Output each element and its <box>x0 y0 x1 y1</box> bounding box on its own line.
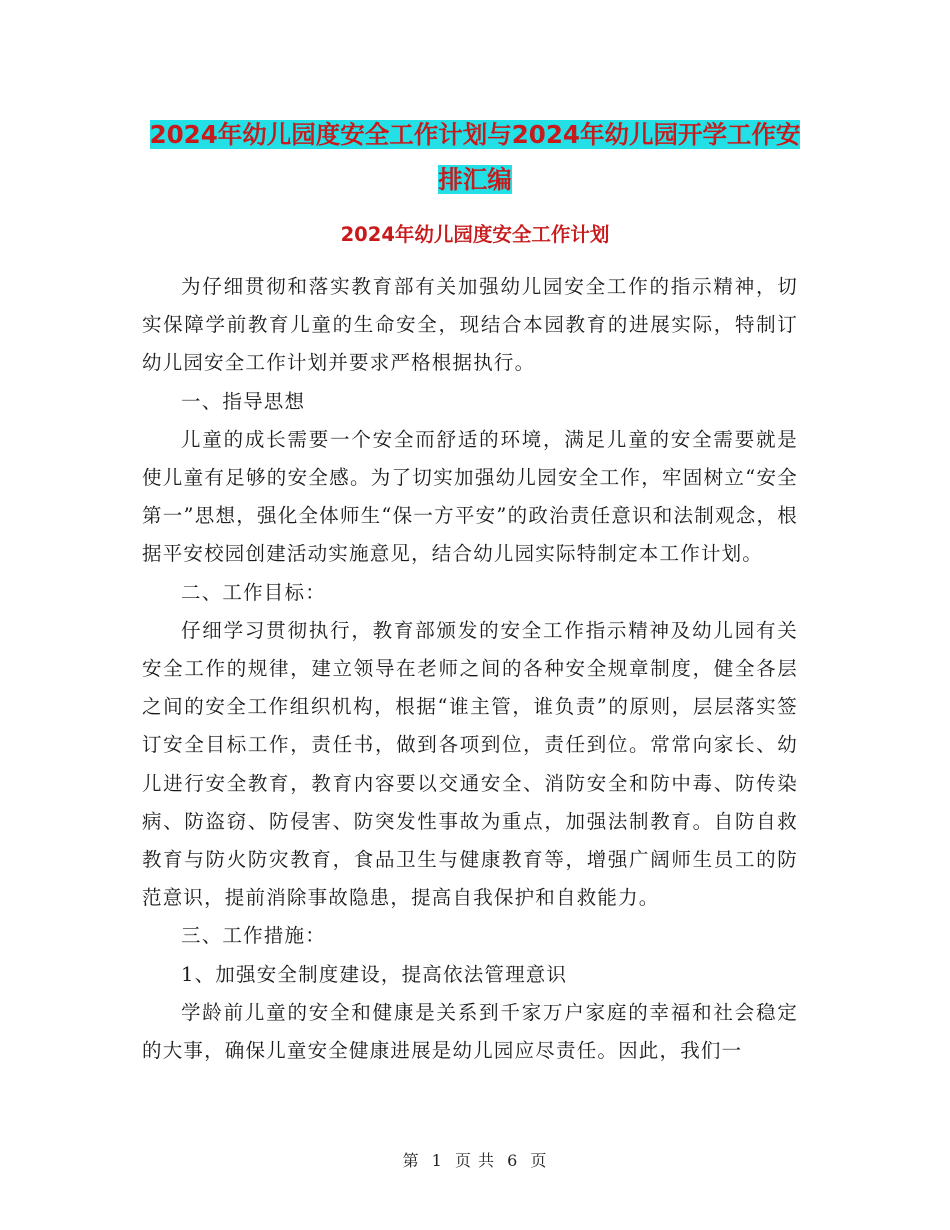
section-title: 2024年幼儿园度安全工作计划 <box>340 223 610 246</box>
footer-total-pages: 6 <box>507 1151 519 1170</box>
paragraph-work-goals: 仔细学习贯彻执行，教育部颁发的安全工作指示精神及幼儿园有关安全工作的规律，建立领导在老师之间的各种安全规章制度，健全各层之间的安全工作组织机构，根据“谁主管，谁负责”的原则，层层落实签订安全目标工作，责任书，做到各项到位，责任到位。常常向家长、幼儿进行安全教育，教育内容要以交通安全、消防安全和防中毒、防传染病、防盗窃、防侵害、防突发性事故为重点，加强法制教育。自防自救教育与防火防灾教育，食品卫生与健康教育等，增强广阔师生员工的防范意识，提前消除事故隐患，提高自我保护和自救能力。 <box>142 618 798 910</box>
footer-page-number: 1 <box>431 1151 443 1170</box>
footer-suffix: 页 <box>530 1151 548 1170</box>
footer-prefix: 第 <box>402 1151 420 1170</box>
page-footer <box>0 1148 950 1171</box>
document-title <box>140 112 810 202</box>
paragraph-safety-system: 学龄前儿童的安全和健康是关系到千家万户家庭的幸福和社会稳定的大事，确保儿童安全健康进展是幼儿园应尽责任。因此，我们一 <box>142 1000 798 1063</box>
document-body <box>142 268 798 1070</box>
paragraph-intro: 为仔细贯彻和落实教育部有关加强幼儿园安全工作的指示精神，切实保障学前教育儿童的生命安全，现结合本园教育的进展实际，特制订幼儿园安全工作计划并要求严格根据执行。 <box>142 275 798 375</box>
footer-middle: 页 共 <box>454 1151 496 1170</box>
heading-work-measures: 三、工作措施： <box>181 924 326 948</box>
paragraph-guiding-ideology: 儿童的成长需要一个安全而舒适的环境，满足儿童的安全需要就是使儿童有足够的安全感。为了切实加强幼儿园安全工作，牢固树立“安全第一”思想，强化全体师生“保一方平安”的政治责任意识和法制观念，根据平安校园创建活动实施意见，结合幼儿园实际特制定本工作计划。 <box>142 427 798 566</box>
document-title-text: 2024年幼儿园度安全工作计划与2024年幼儿园开学工作安排汇编 <box>149 120 801 194</box>
heading-guiding-ideology: 一、指导思想 <box>181 389 306 413</box>
heading-work-goals: 二、工作目标： <box>181 580 326 604</box>
subheading-safety-system: 1、加强安全制度建设，提高依法管理意识 <box>181 962 568 986</box>
